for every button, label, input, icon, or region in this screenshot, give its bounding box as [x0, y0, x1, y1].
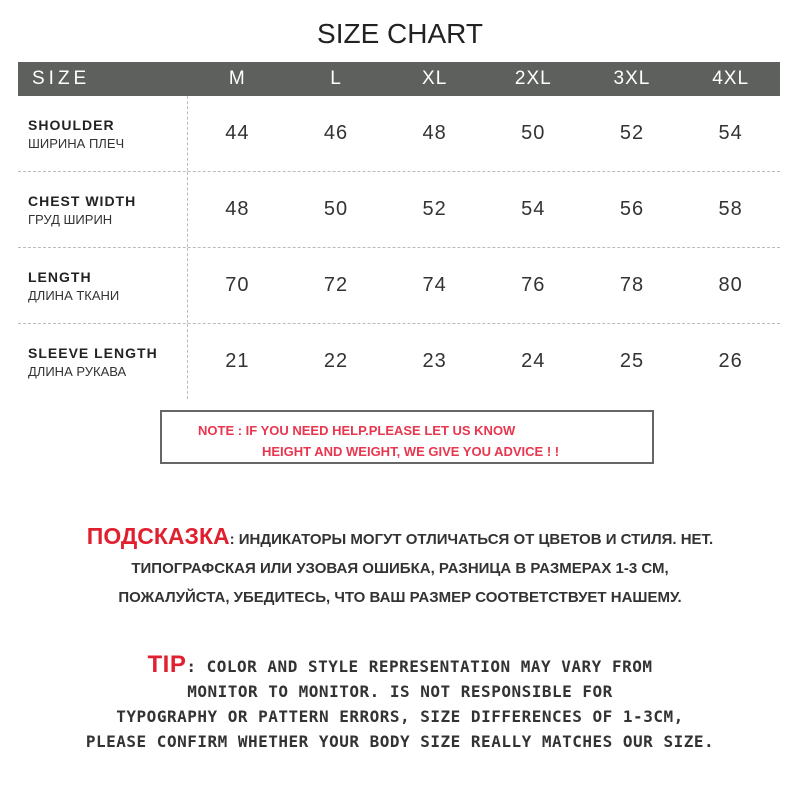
size-header-cell: 4XL	[712, 68, 750, 89]
note-line-1: NOTE : IF YOU NEED HELP.PLEASE LET US KNOW	[198, 423, 516, 438]
table-cell: 23	[422, 350, 447, 372]
row-label	[18, 172, 188, 247]
table-row	[18, 96, 780, 172]
table-cell: 54	[718, 122, 743, 144]
row-label-en: CHEST WIDTH	[28, 192, 137, 209]
english-tip	[0, 652, 800, 754]
row-label-ru: ГРУД ШИРИН	[28, 211, 113, 227]
table-cell: 21	[225, 350, 250, 372]
table-cell: 52	[619, 122, 645, 144]
russian-tip-heading: ПОДСКАЗКА	[86, 523, 230, 549]
table-cell: 52	[422, 198, 447, 220]
row-label-en: LENGTH	[28, 268, 92, 285]
table-cell: 25	[619, 350, 645, 372]
size-header-cell: M	[228, 68, 246, 89]
table-cell: 58	[718, 198, 743, 220]
row-label	[18, 96, 188, 171]
row-label-en: SHOULDER	[28, 116, 115, 133]
table-cell: 56	[619, 198, 645, 220]
english-tip-line-4: PLEASE CONFIRM WHETHER YOUR BODY SIZE REALLY MATCHES OUR SIZE.	[85, 732, 715, 751]
table-cell: 50	[323, 198, 349, 220]
table-cell: 54	[521, 198, 546, 220]
english-tip-line-1: : COLOR AND STYLE REPRESENTATION MAY VARY FROM	[186, 657, 653, 676]
english-tip-heading: TIP	[147, 651, 187, 678]
russian-tip-line-3: ПОЖАЛУЙСТА, УБЕДИТЕСЬ, ЧТО ВАШ РАЗМЕР СООТВЕТСТВУЕТ НАШЕМУ.	[118, 589, 682, 606]
russian-tip-line-2: ТИПОГРАФСКАЯ ИЛИ УЗОВАЯ ОШИБКА, РАЗНИЦА В РАЗМЕРАХ 1-3 СМ,	[131, 560, 669, 577]
size-header-cell: XL	[422, 68, 448, 89]
table-cell: 50	[521, 122, 546, 144]
note-line-2: HEIGHT AND WEIGHT, WE GIVE YOU ADVICE ! !	[262, 444, 560, 459]
row-label	[18, 324, 188, 399]
table-cell: 72	[323, 274, 349, 296]
table-row	[18, 172, 780, 248]
size-header-cell: L	[330, 68, 342, 89]
table-cell: 24	[521, 350, 546, 372]
row-label-ru: ДЛИНА ТКАНИ	[28, 287, 120, 303]
russian-tip-line-1: : ИНДИКАТОРЫ МОГУТ ОТЛИЧАТЬСЯ ОТ ЦВЕТОВ И СТИЛЯ. НЕТ.	[229, 531, 714, 548]
table-cell: 78	[619, 274, 645, 296]
size-header-cell: 2XL	[514, 68, 552, 89]
table-row	[18, 248, 780, 324]
size-header-cell: 3XL	[613, 68, 651, 89]
size-header-label: SIZE	[32, 68, 91, 89]
table-cell: 26	[718, 350, 743, 372]
table-cell: 70	[225, 274, 250, 296]
table-cell: 44	[225, 122, 250, 144]
size-header-row	[18, 62, 780, 96]
row-label-ru: ШИРИНА ПЛЕЧ	[28, 135, 125, 151]
page-title: SIZE CHART	[317, 18, 483, 49]
table-cell: 46	[323, 122, 349, 144]
note-box	[160, 410, 654, 464]
table-cell: 48	[225, 198, 250, 220]
size-table	[18, 62, 780, 399]
row-label-en: SLEEVE LENGTH	[28, 344, 158, 361]
row-label	[18, 248, 188, 323]
table-cell: 22	[323, 350, 349, 372]
table-cell: 48	[422, 122, 447, 144]
english-tip-line-2: MONITOR TO MONITOR. IS NOT RESPONSIBLE FOR	[187, 682, 613, 701]
table-cell: 80	[718, 274, 743, 296]
english-tip-line-3: TYPOGRAPHY OR PATTERN ERRORS, SIZE DIFFERENCES OF 1-3CM,	[116, 707, 684, 726]
row-label-ru: ДЛИНА РУКАВА	[28, 363, 127, 379]
table-row	[18, 324, 780, 399]
table-cell: 74	[422, 274, 447, 296]
table-cell: 76	[521, 274, 546, 296]
russian-tip	[0, 522, 800, 612]
